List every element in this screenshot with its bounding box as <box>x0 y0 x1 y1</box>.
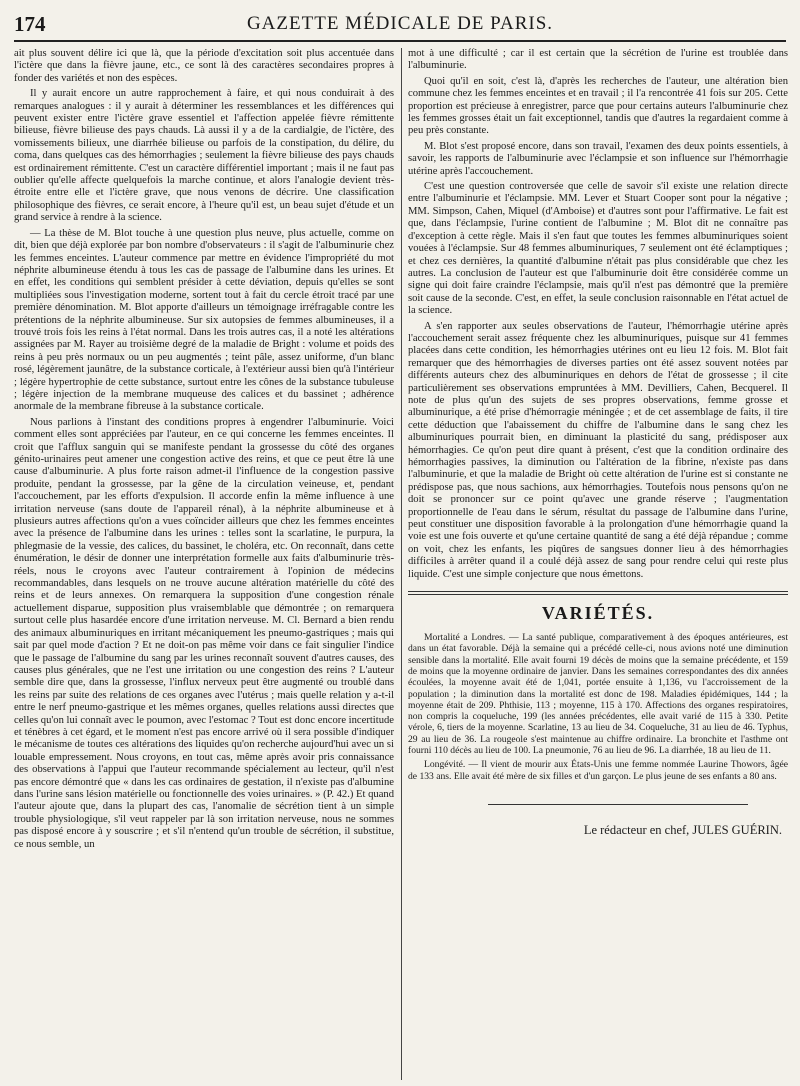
right-column <box>408 48 788 1080</box>
varietes-title: VARIÉTÉS. <box>541 603 655 624</box>
paragraph: Il y aurait encore un autre rapprochement à faire, et qui nous conduirait à des remarques analogues : il y aurait à déterminer les ressemblances et les différences qui peuvent exister entre l'ictère grave essentiel et l'affection appelée fièvre rémittente bilieuse, fièvre bilieuse des pays chauds. Là aussi il y a de la cardialgie, de l'ictère, des vomissements bilieux, une diarrhée bilieuse ou parfois de la constipation, du délire, du coma, dans quelques cas des hémorrhagies ; seulement la fièvre bilieuse des pays chauds est ordinairement rémittente. C'est un caractère différentiel important ; mais il ne faut pas oublier qu'elle affecte quelquefois la marche continue, et alors l'analogie devient très-étroite entre elle et l'ictère grave, que nous venons de décrire. Une classification philosophique des fièvres, ce serait encore, à l'heure qu'il est, un beau sujet d'étude et un grand service à rendre à la science. <box>14 88 394 224</box>
columns <box>14 48 786 1080</box>
paragraph: ait plus souvent délire ici que là, que la période d'excitation soit plus accentuée dans l'ictère que dans la fièvre jaune, etc., ce sont là des caractères secondaires propres à fonder des variétés et non des espèces. <box>14 48 394 84</box>
paragraph: A s'en rapporter aux seules observations de l'auteur, l'hémorrhagie utérine après l'accouchement serait assez fréquente chez les albuminuriques, puisque sur 41 femmes placées dans cette condition, les hémorrhagies utérines ont eu lieu 12 fois. M. Blot fait remarquer que des hémorrhagies de diverses parties ont été assez souvent notées par différents auteurs chez des albuminuriques en dehors de l'état de grossesse ; il cite particulièrement ses observations empruntées à MM. Devilliers, Cahen, Becquerel. Il note de plus qu'un des sujets de ses propres observations, femme grosse et albuminurique, a été prise d'hémorragie méningée ; et de cet assemblage de faits, il tire cette déduction que l'abaissement du chiffre de l'albumine dans le sang chez les albuminuriques pourrait bien, en diminuant la plasticité du sang, prédisposer aux hémorrhagies. Ce qu'on peut dire quant à présent, c'est que la condition ordinaire des hémorrhagies passives, la diminution ou l'altération de la fibrine, n'existe pas dans l'albuminurie, et que la maladie de Bright où cette altération de l'urine est si constante ne prédispose pas, que nous sachions, aux hémorrhagies. Toutefois nous pensons qu'on ne doit se prononcer sur ce point qu'avec une grande réserve ; l'augmentation proportionnelle de l'eau dans le sérum, résultat du passage de l'albumine dans l'urine, peut constituer une disposition favorable à la prolongation d'une hémorrhagie quand la voie est une fois ouverte et qu'une certaine quantité de sang a été déjà répandue ; comme on voit, chez les enfants, les piqûres de sangsues donner lieu à des hémorrhagies difficiles à arrêter quand il a coulé déjà assez de sang pour rendre celui qui reste plus liquide. C'est une simple conjecture que nous émettons. <box>408 320 788 580</box>
journal-title: GAZETTE MÉDICALE DE PARIS. <box>246 13 554 34</box>
paragraph: mot à une difficulté ; car il est certain que la sécrétion de l'urine est troublée dans l'albuminurie. <box>408 48 788 72</box>
paragraph: — La thèse de M. Blot touche à une question plus neuve, plus actuelle, comme on dit, bien que déjà explorée par bon nombre d'observateurs : il s'agit de l'albuminurie chez les femmes enceintes. L'auteur commence par mettre en évidence l'impropriété du mot néphrite albumineuse étendu à tous les cas de passage de l'albumine dans les urines. Et en effet, les conditions qui semblent présider à cette déviation, depuis qu'elles se sont multipliées sous l'investigation moderne, sortent tout à fait du cercle étroit tracé par une première dénomination. M. Blot apporte d'ailleurs un témoignage irréfragable contre les prétentions de la néphrite albumineuse. Sur six autopsies de femmes albumineuses, il a trouvé trois fois les reins à l'état normal. Dans les trois autres cas, il a noté les altérations assignées par M. Rayer au troisième degré de la maladie de Bright : volume et poids des reins à peu près normaux ou un peu augmentés ; teint pâle, assez uniforme, d'un blanc rosé, légèrement jaunâtre, de la substance corticale, à l'extérieur aussi bien qu'à l'intérieur ; légère hypertrophie de cette substance, surtout entre les cônes de la substance tubuleuse ; légère injection de la membrane muqueuse des calices et du bassinet ; adhérence anormale de la membrane fibreuse à la substance corticale. <box>14 227 394 413</box>
varietes-paragraph: Mortalité a Londres. — La santé publique, comparativement à des époques antérieures, est dans un état favorable. Déjà la semaine qui a précédé celle-ci, nous avions noté une diminution sensible dans la mortalité. Elle avait fourni 19 décès de moins que la semaine précédente, et 159 de moins que la moyenne ordinaire de janvier. Dans les semaines correspondantes des dix années écoulées, la moyenne avait été de 1,041, portée ensuite à 1,136, vu l'accroissement de la population ; la diminution dans la mortalité est donc de 198. Maladies épidémiques, 144 ; la moyenne était de 209. Phthisie, 113 ; moyenne, 115 à 170. Affections des organes respiratoires, non compris la coqueluche, 199 (les années précédentes, elle avait varié de 115 à 330. Petite vérole, 6, tiers de la moyenne. Scarlatine, 13 au lieu de 34. Coqueluche, 31 au lieu de 46. Typhus, 29 au lieu de 36. La rougeole s'est maintenue au chiffre ordinaire. La bronchite et l'asthme ont fourni 110 décès au lieu de 100. La pneumonie, 76 au lieu de 96. La diarrhée, 18 au lieu de 11. <box>408 632 788 757</box>
varietes-paragraph: Longévité. — Il vient de mourir aux États-Unis une femme nommée Laurine Thowors, âgée de 133 ans. Elle avait été mère de six filles et d'un garçon. Le plus jeune de ses enfants a 80 ans. <box>408 759 788 782</box>
signature-rule <box>488 804 748 805</box>
paragraph: Nous parlions à l'instant des conditions propres à engendrer l'albuminurie. Voici comment elles sont appréciées par l'auteur, en ce qui concerne les femmes enceintes. Il croit que l'afflux sanguin qui se manifeste pendant la grossesse du côté des organes génito-urinaires peut amener une congestion active des reins, et que ce peut être là une cause d'albuminurie. A plus forte raison admet-il l'influence de la congestion passive produite, pendant la grossesse, par la gêne de la circulation veineuse, et, pendant l'accouchement, par les efforts d'expulsion. Il accorde enfin la même influence à une irritation nerveuse (sans doute de l'appareil rénal), à la néphrite albumineuse et à plusieurs autres affections qu'on a vues coïncider ailleurs que chez les femmes enceintes avec la présence de l'albumine dans les urines : telles sont la scarlatine, le purpura, la phlegmasie de la vessie, des calices, du bassinet, le choléra, etc. On reconnaît, dans cette énumération, le désir de donner une interprétation formelle aux faits d'albuminurie très-réels, nous le croyons avec l'auteur contrairement à l'opinion de médecins recommandables, dans lesquels on ne trouve aucune altération matérielle du côté des reins et de leurs annexes. On remarquera la supposition d'une congestion rénale actuellement disparue, supposition plus vraisemblable que démontrée ; on remarquera surtout celle plus hasardée encore d'une irritation nerveuse. M. Cl. Bernard a bien rendu des animaux albuminuriques en irritant mécaniquement les pneumo-gastriques ; mais qui sait par quel mode d'action ? Et ne doit-on pas même voir dans ce fait singulier l'indice que le passage de l'albumine du sang par les urines reconnaît souvent d'autres causes, des causes plus générales, que ne l'est une irritation ou une congestion des reins ? L'auteur semble dire que, dans la grossesse, l'influx nerveux peut être augmenté ou troublé dans les reins par suite des relations de ces organes avec l'utérus ; mais quelle relation y a-t-il entre le nerf pneumo-gastrique et les mêmes organes, quelles relations aussi directes que celles qu'on lui connaît avec le poumon, avec l'estomac ? Tout est donc encore incertitude et ténèbres à cet égard, et le moment n'est pas encore arrivé où il sera possible d'indiquer le mécanisme de toutes ces altérations des liquides qu'on recherche aujourd'hui avec un si louable empressement. Nous croyons, en tout cas, même après avoir pris connaissance des observations à l'appui que l'auteur recommande spécialement au lecteur, qu'il n'est pas encore démontré que « dans les cas ordinaires de gestation, il n'existe pas d'albumine dans l'urine sans lésion matérielle ou fonctionnelle des voies urinaires. » (P. 42.) Et quand l'auteur ajoute que, dans la plupart des cas, l'anomalie de sécrétion tient à un simple trouble physiologique, s'il veut rappeler par là son irritation nerveuse, nous ne sommes pas disposé encore à y souscrire ; et s'il n'entend qu'un trouble de sécrétion, il substitue, ce nous semble, un <box>14 416 394 850</box>
editor-signature: Le rédacteur en chef, JULES GUÉRIN. <box>583 822 782 837</box>
left-column <box>14 48 394 1080</box>
paragraph: C'est une question controversée que celle de savoir s'il existe une relation directe entre l'albuminurie et l'éclampsie. MM. Lever et Stuart Cooper sont pour la négative ; MM. Simpson, Cahen, Miquel (d'Amboise) et d'autres sont pour l'affirmative. Le fait est que, dans l'éclampsie, l'urine contient de l'albumine ; M. Blot dit ne connaître pas d'exception à cette règle. Mais il s'en faut que toutes les femmes albuminuriques soient vouées à l'éclampsie. Sur 48 femmes albuminuriques, 7 seulement ont été éclamptiques ; et chez ces dernières, la quantité d'albumine n'était pas plus considérable que chez les autres. La conclusion de l'auteur est que l'albuminurie doit être considérée comme un signe qui doit faire craindre l'éclampsie, mais qu'il n'est pas démontré que la première soit cause de la seconde. C'est, en effet, la seule conclusion raisonnable en l'état actuel de la science. <box>408 181 788 317</box>
column-divider <box>401 48 402 1080</box>
paragraph: Quoi qu'il en soit, c'est là, d'après les recherches de l'auteur, une altération bien commune chez les femmes enceintes et en travail ; il l'a rencontrée 41 fois sur 205. Cette proportion est précieuse à enregistrer, parce que pour certains auteurs l'albuminurie chez les femmes grosses était un fait exceptionnel, tandis que d'autres la regardaient comme à peu près constante. <box>408 75 788 137</box>
varietes-section <box>408 632 788 782</box>
section-rule <box>408 591 788 595</box>
paragraph: M. Blot s'est proposé encore, dans son travail, l'examen des deux points essentiels, à savoir, les rapports de l'albuminurie avec l'éclampsie et son influence sur l'hémorrhagie utérine après l'accouchement. <box>408 140 788 177</box>
page-header <box>14 10 786 42</box>
newspaper-page <box>14 10 786 1080</box>
page-number: 174 <box>14 12 46 36</box>
